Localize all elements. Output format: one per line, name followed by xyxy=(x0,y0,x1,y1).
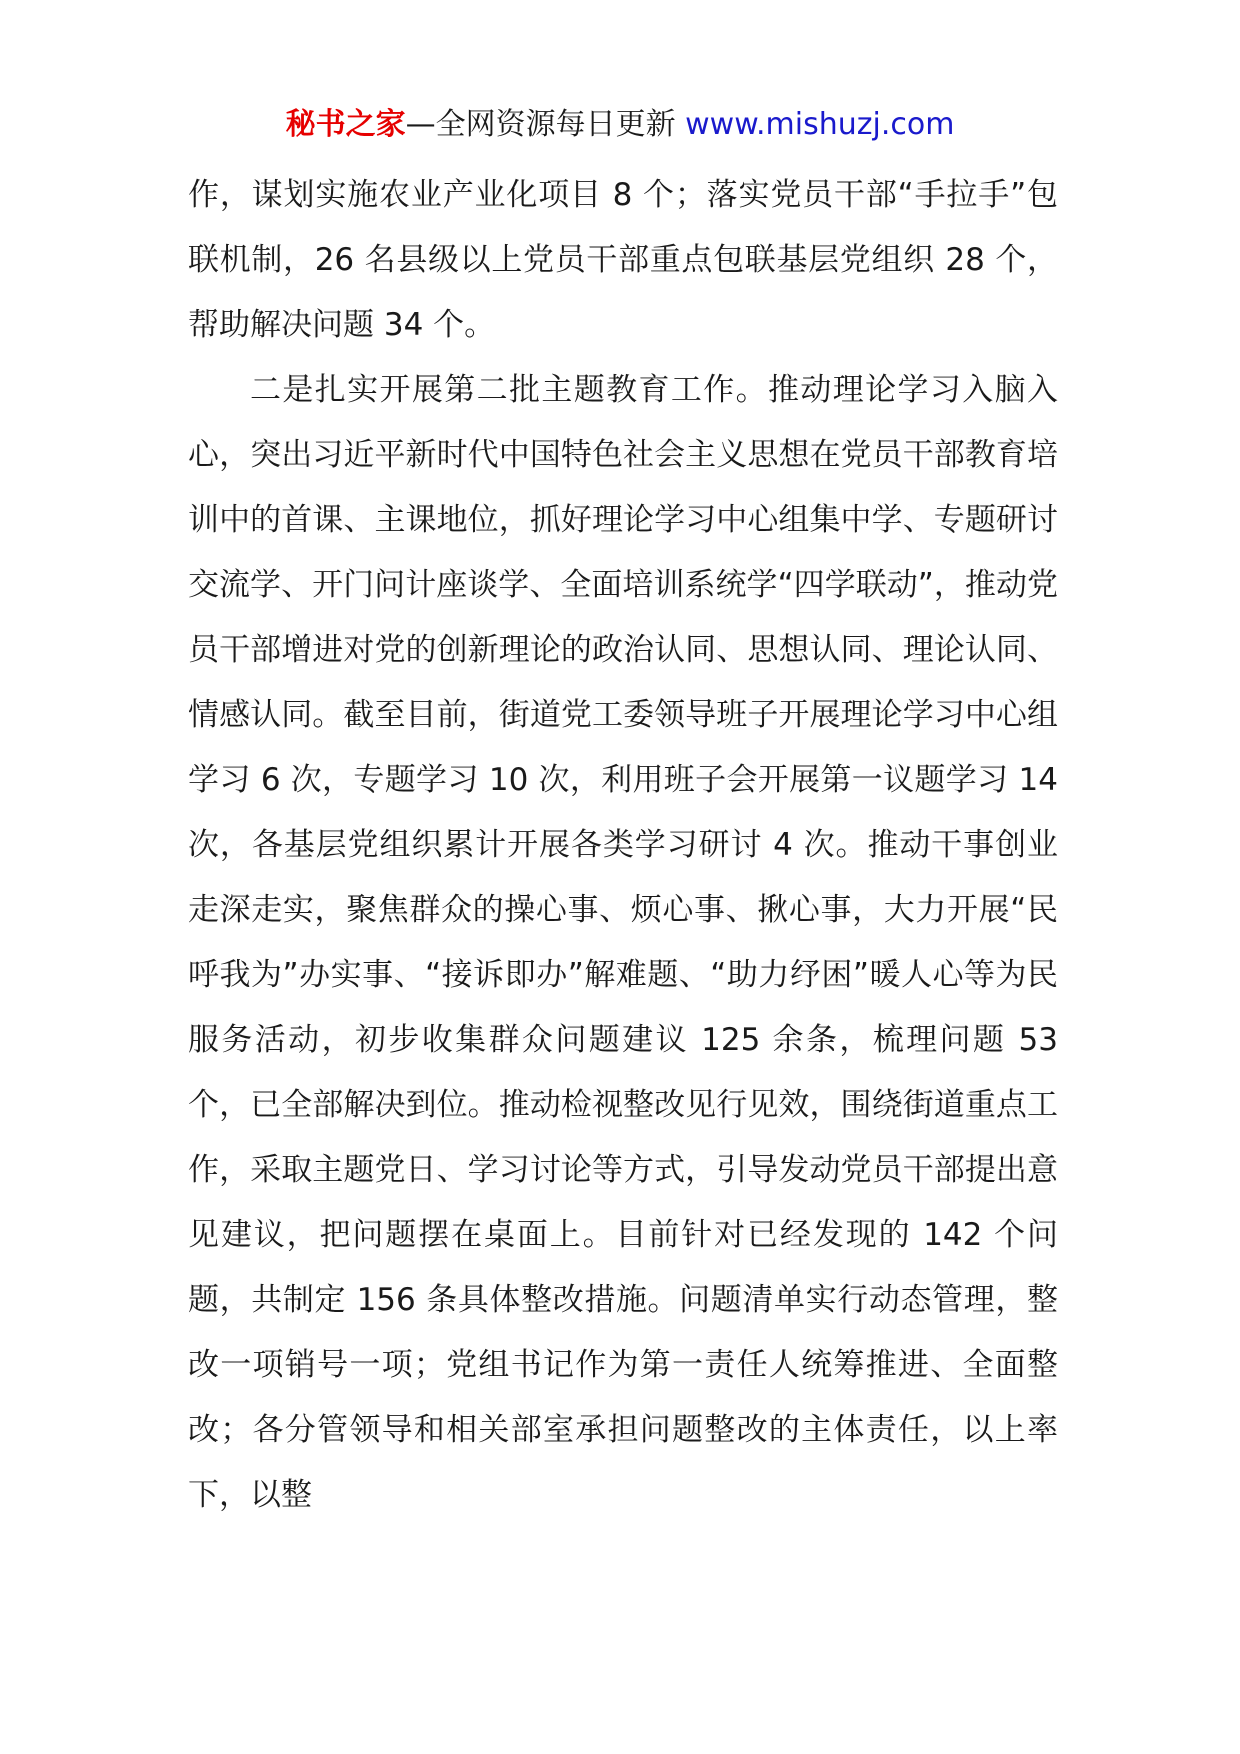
site-header xyxy=(0,100,1240,150)
paragraph-theme-education: 二是扎实开展第二批主题教育工作。推动理论学习入脑入心，突出习近平新时代中国特色社会主义思想在党员干部教育培训中的首课、主课地位，抓好理论学习中心组集中学、专题研讨交流学、开门问计座谈学、全面培训系统学“四学联动”，推动党员干部增进对党的创新理论的政治认同、思想认同、理论认同、情感认同。截至目前，街道党工委领导班子开展理论学习中心组学习 6 次，专题学习 10 次，利用班子会开展第一议题学习 14 次，各基层党组织累计开展各类学习研讨 4 次。推动干事创业走深走实，聚焦群众的操心事、烦心事、揪心事，大力开展“民呼我为”办实事、“接诉即办”解难题、“助力纾困”暖人心等为民服务活动，初步收集群众问题建议 125 余条，梳理问题 53 个，已全部解决到位。推动检视整改见行见效，围绕街道重点工作，采取主题党日、学习讨论等方式，引导发动党员干部提出意见建议，把问题摆在桌面上。目前针对已经发现的 142 个问题，共制定 156 条具体整改措施。问题清单实行动态管理，整改一项销号一项；党组书记作为第一责任人统筹推进、全面整改；各分管领导和相关部室承担问题整改的主体责任，以上率下，以整 xyxy=(188,372,1058,1513)
site-url-link[interactable]: www.mishuzj.com xyxy=(685,107,955,142)
document-body xyxy=(188,163,1058,1528)
paragraph-continued: 作，谋划实施农业产业化项目 8 个；落实党员干部“手拉手”包联机制，26 名县级以上党员干部重点包联基层党组织 28 个，帮助解决问题 34 个。 xyxy=(188,177,1058,343)
site-tagline: —全网资源每日更新 xyxy=(405,107,686,142)
site-brand: 秘书之家 xyxy=(285,107,406,142)
